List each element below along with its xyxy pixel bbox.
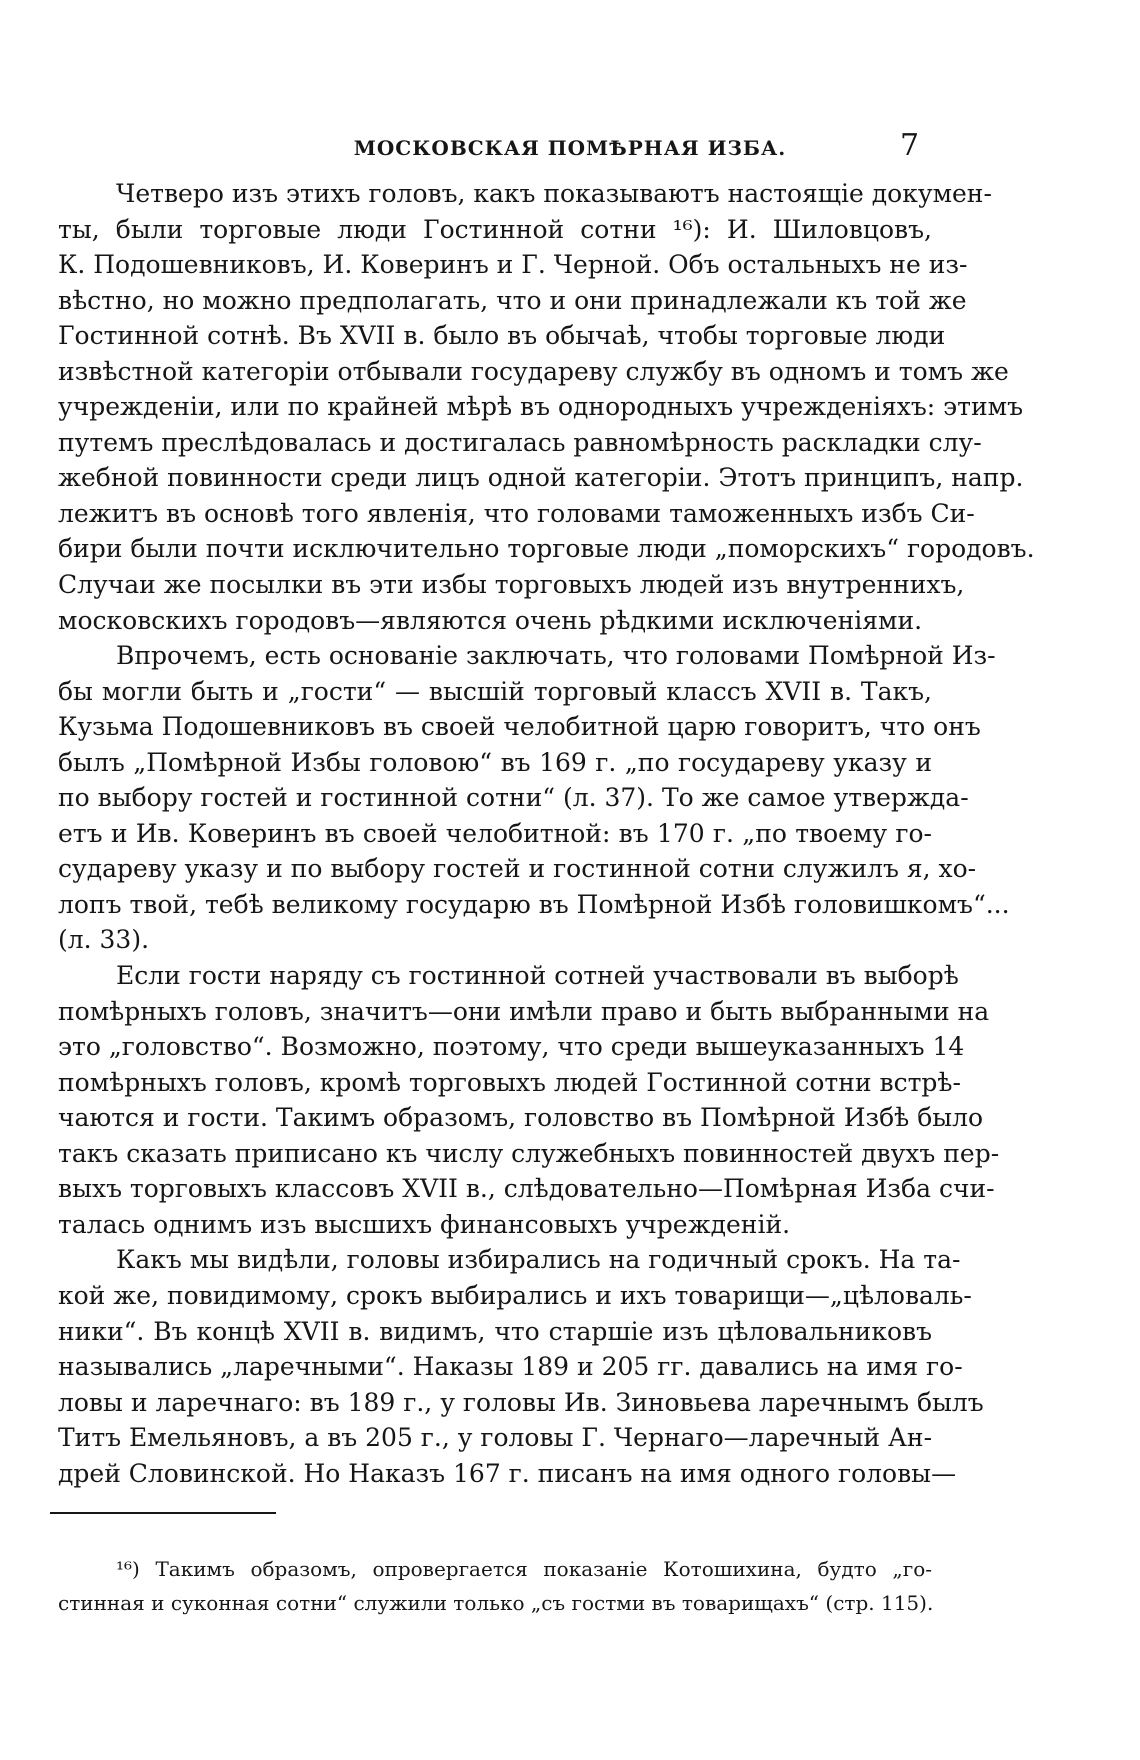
text-line: это „головство“. Возможно, поэтому, что среди вышеуказанныхъ 14 xyxy=(58,1032,965,1062)
page-number: 7 xyxy=(900,128,920,163)
text-line: выхъ торговыхъ классовъ XVII в., слѣдовательно—Помѣрная Изба счи- xyxy=(58,1174,995,1204)
text-line: такъ сказать приписано къ числу служебныхъ повинностей двухъ пер- xyxy=(58,1138,1000,1168)
text-line: чаются и гости. Такимъ образомъ, головство въ Помѣрной Избѣ было xyxy=(58,1103,984,1133)
text-line: ты, были торговые люди Гостинной сотни ¹⁶): И. Шиловцовъ, xyxy=(58,214,932,244)
footnote-line: ¹⁶) Такимъ образомъ, опровергается показаніе Котошихина, будто „го- xyxy=(116,1557,932,1581)
running-title: МОСКОВСКАЯ ПОМѢРНАЯ ИЗБА. xyxy=(353,136,787,160)
text-line: кой же, повидимому, срокъ выбирались и ихъ товарищи—„цѣловаль- xyxy=(58,1280,972,1310)
text-line: К. Подошевниковъ, И. Коверинъ и Г. Черной. Объ остальныхъ не из- xyxy=(58,250,968,280)
main-text xyxy=(58,176,1035,1491)
text-line: лежитъ въ основѣ того явленія, что головами таможенныхъ избъ Си- xyxy=(58,498,975,528)
text-line: помѣрныхъ головъ, значитъ—они имѣли право и быть выбранными на xyxy=(58,996,990,1026)
text-line: судареву указу и по выбору гостей и гостинной сотни служилъ я, хо- xyxy=(58,854,977,884)
text-line: бири были почти исключительно торговые люди „поморскихъ“ городовъ. xyxy=(58,534,1035,564)
text-line: Какъ мы видѣли, головы избирались на годичный срокъ. На та- xyxy=(116,1245,961,1275)
footnotes xyxy=(58,1552,932,1620)
text-line: извѣстной категоріи отбывали государеву службу въ одномъ и томъ же xyxy=(58,356,1009,386)
text-line: етъ и Ив. Коверинъ въ своей челобитной: въ 170 г. „по твоему го- xyxy=(58,818,932,848)
text-line: Гостинной сотнѣ. Въ XVII в. было въ обычаѣ, чтобы торговые люди xyxy=(58,321,946,351)
text-line: Если гости наряду съ гостинной сотней участвовали въ выборѣ xyxy=(116,961,959,991)
text-line: вѣстно, но можно предполагать, что и они принадлежали къ той же xyxy=(58,285,967,315)
text-line: бы могли быть и „гости“ — высшій торговый классъ XVII в. Такъ, xyxy=(58,676,932,706)
text-line: учрежденіи, или по крайней мѣрѣ въ однородныхъ учрежденіяхъ: этимъ xyxy=(58,392,1023,422)
text-line: Четверо изъ этихъ головъ, какъ показываютъ настоящіе докумен- xyxy=(116,179,992,208)
text-line: по выбору гостей и гостинной сотни“ (л. 37). То же самое утвержда- xyxy=(58,783,969,813)
text-line: ники“. Въ концѣ XVII в. видимъ, что старшіе изъ цѣловальниковъ xyxy=(58,1316,932,1346)
text-line: помѣрныхъ головъ, кромѣ торговыхъ людей Гостинной сотни встрѣ- xyxy=(58,1067,961,1097)
text-line: лопъ твой, тебѣ великому государю въ Помѣрной Избѣ головишкомъ“... xyxy=(58,889,1010,919)
text-line: путемъ преслѣдовалась и достигалась равномѣрность раскладки слу- xyxy=(58,427,982,457)
text-line: назывались „ларечными“. Наказы 189 и 205 гг. давались на имя го- xyxy=(58,1352,963,1382)
text-line: талась однимъ изъ высшихъ финансовыхъ учрежденій. xyxy=(58,1209,791,1239)
text-line: Впрочемъ, есть основаніе заключать, что головами Помѣрной Из- xyxy=(116,641,996,671)
text-line: Случаи же посылки въ эти избы торговыхъ людей изъ внутреннихъ, xyxy=(58,570,965,600)
text-line: жебной повинности среди лицъ одной категоріи. Этотъ принципъ, напр. xyxy=(58,463,1024,493)
text-line: Кузьма Подошевниковъ въ своей челобитной царю говоритъ, что онъ xyxy=(58,712,981,742)
footnote-line: стинная и суконная сотни“ служили только „съ гостми въ товарищахъ“ (стр. 115). xyxy=(58,1591,934,1615)
text-line: дрей Словинской. Но Наказъ 167 г. писанъ на имя одного головы— xyxy=(58,1458,957,1488)
footnote-rule xyxy=(50,1512,276,1514)
text-line: московскихъ городовъ—являются очень рѣдкими исключеніями. xyxy=(58,605,923,635)
text-line: (л. 33). xyxy=(58,925,150,955)
text-line: былъ „Помѣрной Избы головою“ въ 169 г. „по государеву указу и xyxy=(58,747,932,777)
text-line: ловы и ларечнаго: въ 189 г., у головы Ив. Зиновьева ларечнымъ былъ xyxy=(58,1387,984,1417)
text-line: Титъ Емельяновъ, а въ 205 г., у головы Г. Чернаго—ларечный Ан- xyxy=(58,1423,933,1453)
running-head xyxy=(0,128,1140,168)
